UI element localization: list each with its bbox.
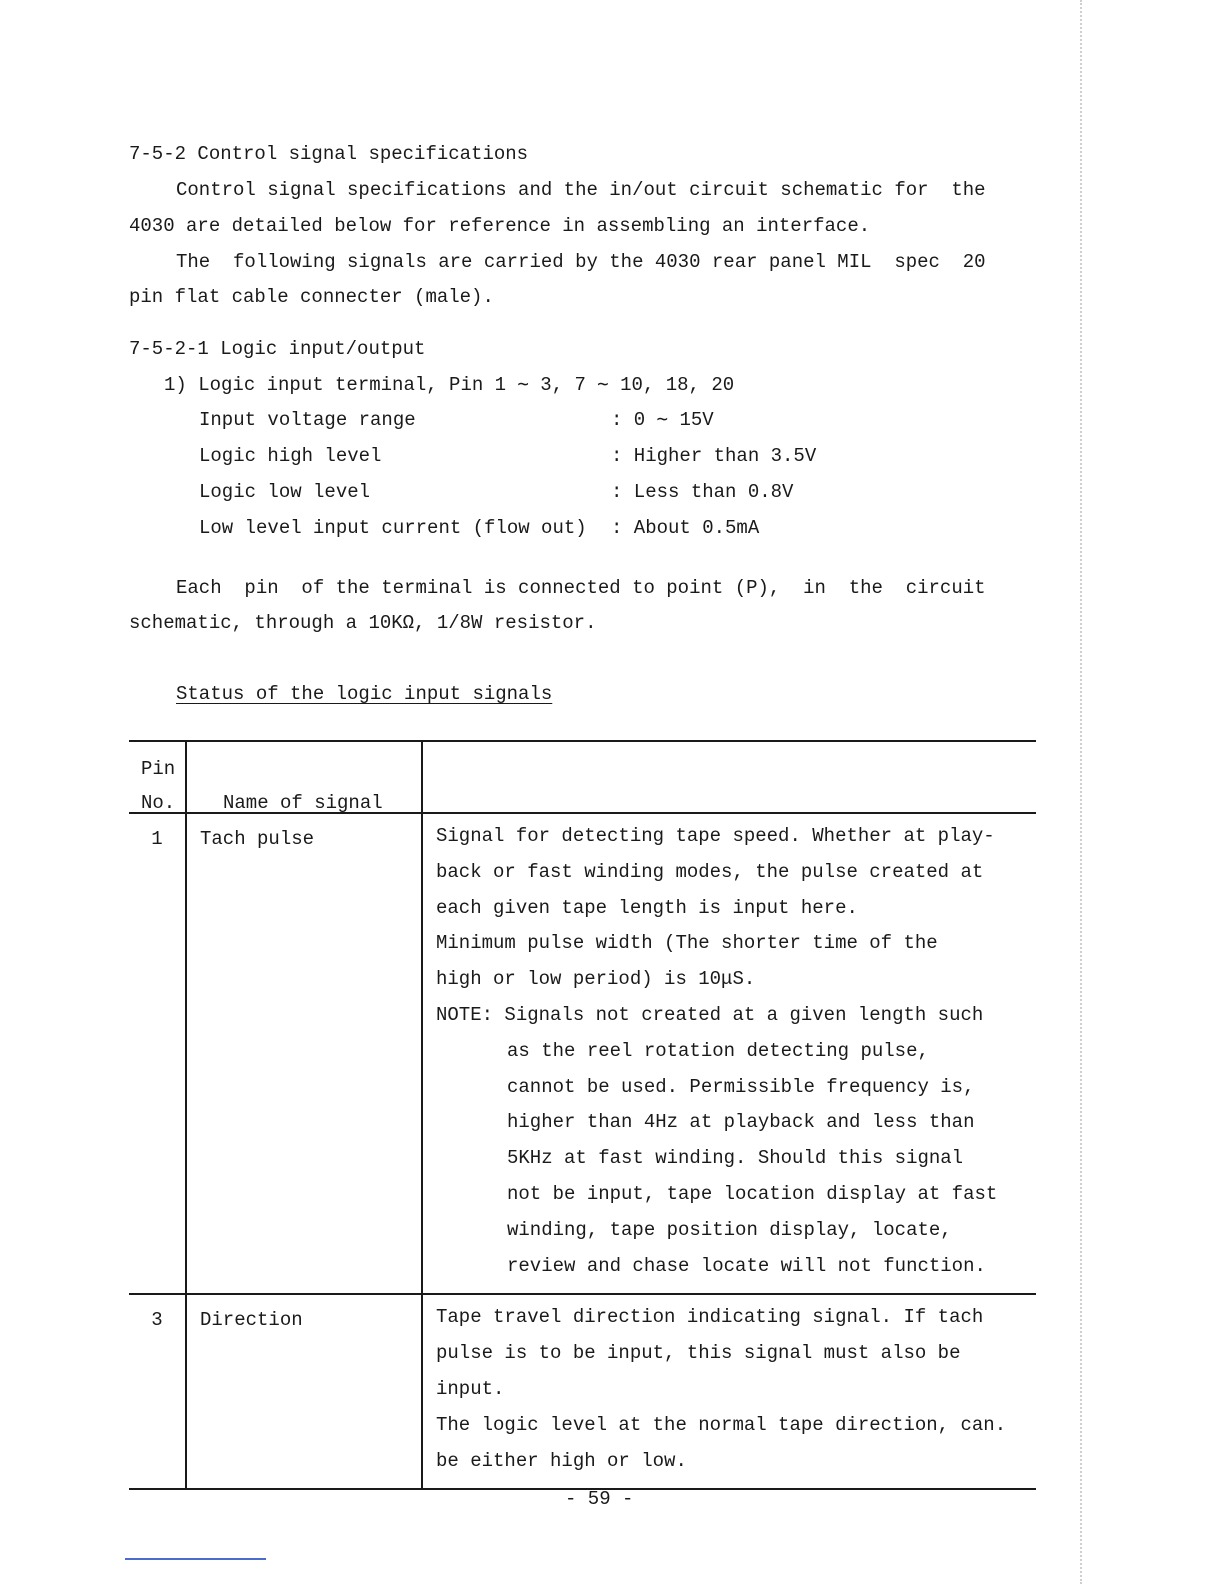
desc-line: Signal for detecting tape speed. Whether at play-: [436, 825, 995, 847]
paragraph-line: pin flat cable connecter (male).: [129, 286, 494, 308]
desc-line: Tape travel direction indicating signal. If tach: [436, 1306, 984, 1329]
table-row: [129, 1294, 1036, 1489]
table-header-row: [129, 741, 1036, 813]
pin-header-line1: Pin: [141, 758, 176, 780]
spec-label: Input voltage range: [199, 409, 416, 431]
paragraph-line: Each pin of the terminal is connected to point (P), in the circuit: [176, 577, 986, 599]
spec-value: : About 0.5mA: [611, 517, 760, 539]
paragraph-line: Control signal specifications and the in/out circuit schematic for the: [176, 179, 986, 201]
desc-note-line: higher than 4Hz at playback and less than: [507, 1111, 975, 1134]
desc-note-line: not be input, tape location display at fast: [507, 1182, 998, 1205]
name-header-label: Name of signal: [223, 792, 383, 814]
desc-note-line: review and chase locate will not function.: [507, 1254, 986, 1277]
name-cell: Tach pulse: [186, 813, 422, 1294]
spec-value: : Higher than 3.5V: [611, 445, 817, 467]
spec-label: Logic low level: [199, 481, 371, 503]
desc-note-line: cannot be used. Permissible frequency is,: [507, 1075, 975, 1098]
desc-line: each given tape length is input here.: [436, 896, 858, 919]
spec-label: Logic high level: [199, 445, 382, 467]
subsection-heading: 7-5-2-1 Logic input/output: [129, 338, 426, 360]
desc-line: high or low period) is 10μS.: [436, 968, 756, 991]
desc-note-line: as the reel rotation detecting pulse,: [507, 1039, 929, 1062]
table-row: [129, 813, 1036, 1294]
desc-note-line: winding, tape position display, locate,: [507, 1218, 952, 1241]
page-number: - 59 -: [565, 1488, 634, 1510]
pin-cell: 1: [151, 828, 163, 850]
desc-note-line: 5KHz at fast winding. Should this signal: [507, 1147, 964, 1170]
desc-line: input.: [436, 1377, 505, 1400]
list-item: 1) Logic input terminal, Pin 1 ∼ 3, 7 ∼ 10, 18, 20: [164, 374, 735, 396]
pin-header: [129, 741, 186, 813]
signals-table: [129, 740, 1036, 1490]
name-header: [186, 741, 422, 813]
desc-cell: [422, 813, 1036, 1294]
pin-header-line2: No.: [141, 792, 176, 814]
footnote-rule: [125, 1558, 266, 1560]
spec-value: : 0 ∼ 15V: [611, 409, 714, 431]
paragraph-line: schematic, through a 10KΩ, 1/8W resistor.: [129, 612, 597, 634]
desc-line: be either high or low.: [436, 1449, 687, 1472]
page-edge: [1080, 0, 1084, 1584]
table-title: Status of the logic input signals: [176, 683, 553, 705]
name-cell: Direction: [186, 1294, 422, 1489]
desc-line: back or fast winding modes, the pulse created at: [436, 860, 984, 883]
desc-header: [422, 741, 1036, 813]
paragraph-line: 4030 are detailed below for reference in assembling an interface.: [129, 215, 871, 237]
desc-line: pulse is to be input, this signal must also be: [436, 1342, 961, 1365]
section-heading: 7-5-2 Control signal specifications: [129, 143, 529, 165]
spec-label: Low level input current (flow out): [199, 517, 587, 539]
pin-cell: 3: [151, 1309, 163, 1332]
desc-line: NOTE: Signals not created at a given length such: [436, 1003, 984, 1026]
desc-cell: [422, 1294, 1036, 1489]
desc-line: The logic level at the normal tape direction, can.: [436, 1413, 1007, 1436]
paragraph-line: The following signals are carried by the 4030 rear panel MIL spec 20: [176, 251, 986, 273]
spec-value: : Less than 0.8V: [611, 481, 794, 503]
desc-line: Minimum pulse width (The shorter time of the: [436, 932, 938, 955]
